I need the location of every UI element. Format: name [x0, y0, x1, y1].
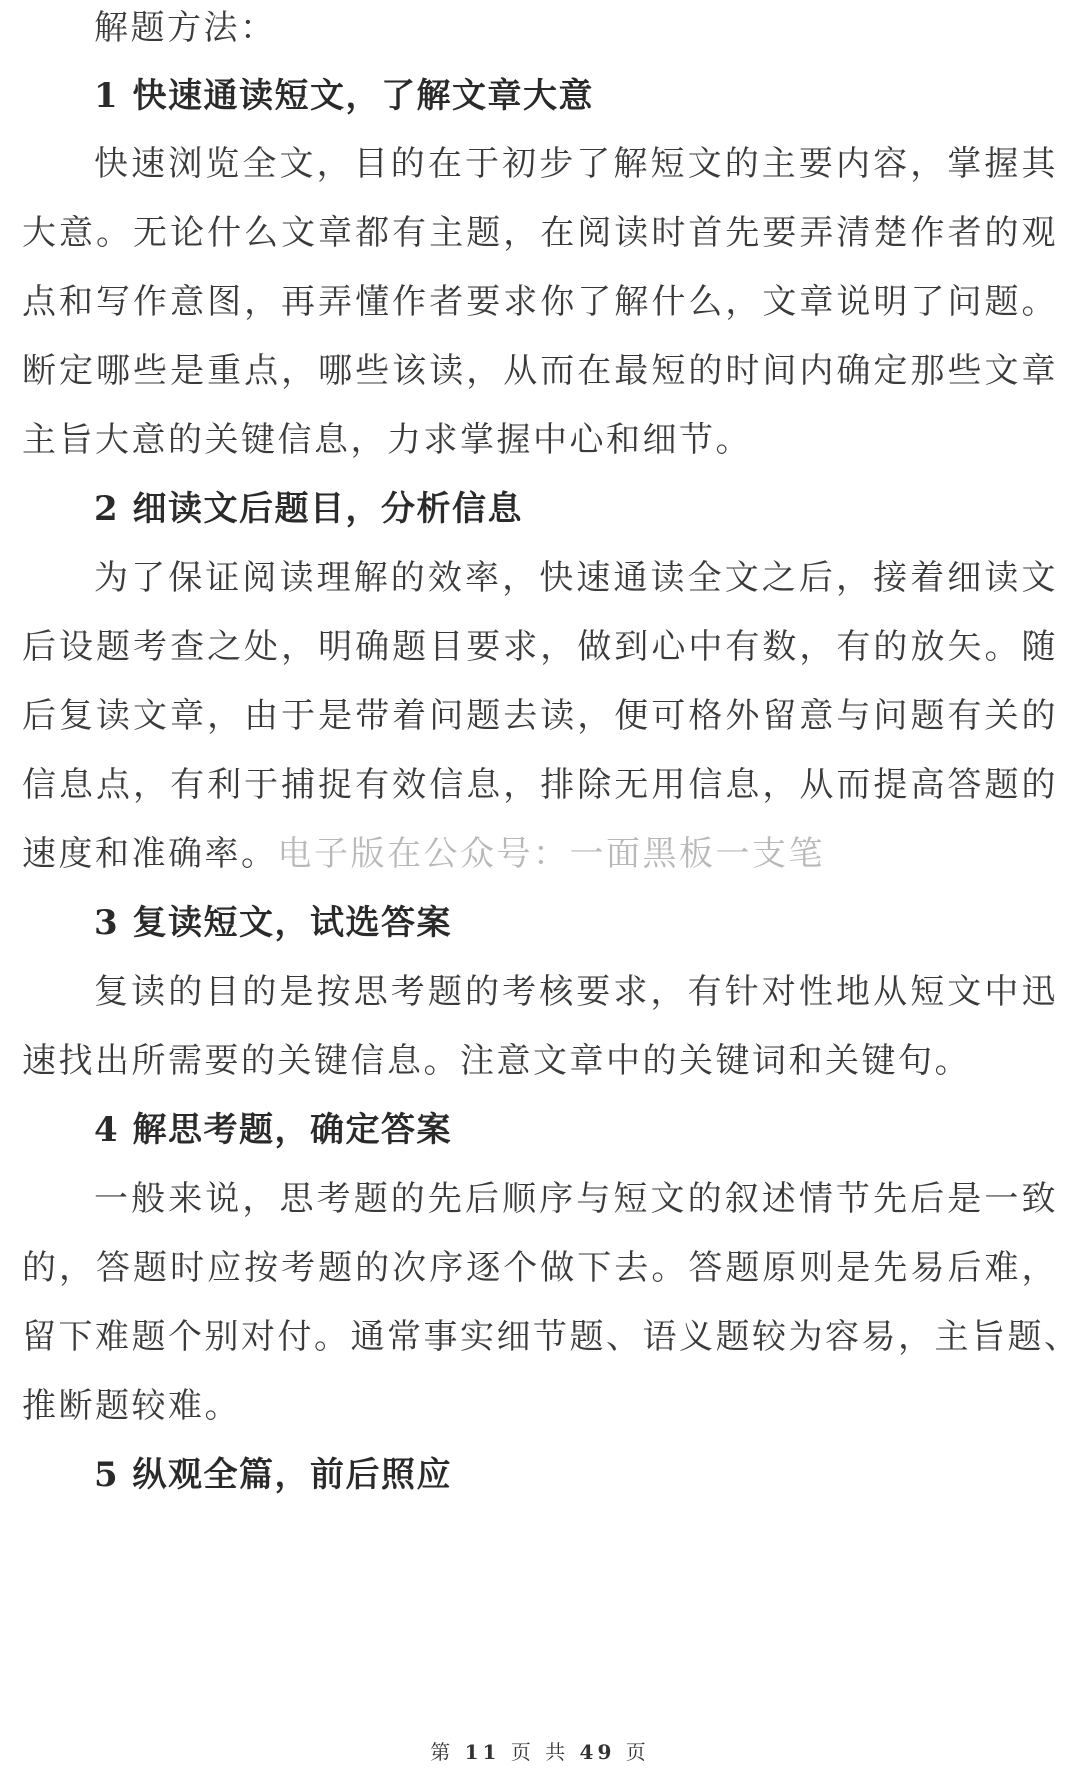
paragraph-line: 点和写作意图，再弄懂作者要求你了解什么，文章说明了问题。	[22, 282, 1058, 322]
section-heading-1: 1 快速通读短文，了解文章大意	[94, 76, 594, 116]
paragraph-line: 大意。无论什么文章都有主题，在阅读时首先要弄清楚作者的观	[22, 213, 1058, 253]
section-heading-5: 5 纵观全篇，前后照应	[94, 1455, 452, 1495]
paragraph-line: 留下难题个别对付。通常事实细节题、语义题较为容易，主旨题、	[22, 1317, 1080, 1357]
page-footer	[0, 1738, 1080, 1766]
section-heading-2: 2 细读文后题目，分析信息	[94, 489, 523, 529]
paragraph-line: 快速浏览全文，目的在于初步了解短文的主要内容，掌握其	[94, 144, 1058, 184]
section-heading-4: 4 解思考题，确定答案	[94, 1110, 452, 1150]
paragraph-line: 主旨大意的关键信息，力求掌握中心和细节。	[22, 420, 752, 460]
paragraph-line: 为了保证阅读理解的效率，快速通读全文之后，接着细读文	[94, 558, 1058, 598]
paragraph-line-with-watermark	[22, 832, 1058, 876]
paragraph-line: 复读的目的是按思考题的考核要求，有针对性地从短文中迅	[94, 972, 1058, 1012]
section-heading-3: 3 复读短文，试选答案	[94, 903, 452, 943]
paragraph-line: 一般来说，思考题的先后顺序与短文的叙述情节先后是一致	[94, 1179, 1058, 1219]
paragraph-line: 的，答题时应按考题的次序逐个做下去。答题原则是先易后难，	[22, 1248, 1058, 1288]
paragraph-line: 速找出所需要的关键信息。注意文章中的关键词和关键句。	[22, 1041, 971, 1081]
paragraph-text: 速度和准确率。	[22, 834, 278, 874]
current-page-number: 11	[464, 1740, 501, 1764]
total-page-number: 49	[579, 1740, 616, 1764]
paragraph-line: 后复读文章，由于是带着问题去读，便可格外留意与问题有关的	[22, 696, 1058, 736]
intro-label: 解题方法：	[94, 8, 277, 48]
paragraph-line: 推断题较难。	[22, 1386, 241, 1426]
paragraph-line: 信息点，有利于捕捉有效信息，排除无用信息，从而提高答题的	[22, 765, 1058, 805]
paragraph-line: 断定哪些是重点，哪些该读，从而在最短的时间内确定那些文章	[22, 351, 1058, 391]
footer-middle: 页 共	[510, 1740, 570, 1764]
footer-suffix: 页	[625, 1740, 650, 1764]
paragraph-line: 后设题考查之处，明确题目要求，做到心中有数，有的放矢。随	[22, 627, 1058, 667]
watermark-text: 电子版在公众号：一面黑板一支笔	[277, 834, 825, 874]
footer-prefix: 第	[430, 1740, 455, 1764]
